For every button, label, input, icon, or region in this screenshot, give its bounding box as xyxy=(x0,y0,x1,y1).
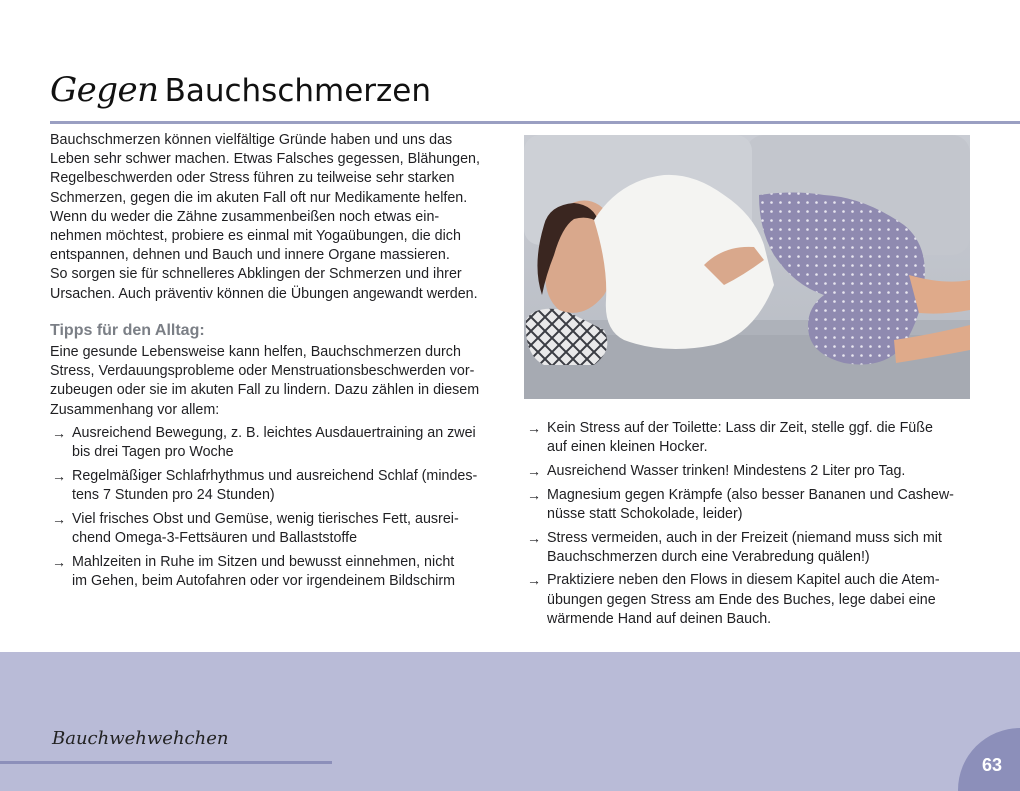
list-item-line: Ausreichend Bewegung, z. B. leichtes Ausdauertraining an zwei xyxy=(72,425,476,441)
intro-paragraph xyxy=(50,131,500,304)
tips-intro-line: zubeugen oder sie im akuten Fall zu lindern. Dazu zählen in diesem xyxy=(50,382,480,399)
intro-line: nehmen möchtest, probiere es einmal mit Yogaübungen, die dich xyxy=(50,228,461,245)
list-item xyxy=(50,424,510,462)
list-item-line: Praktiziere neben den Flows in diesem Kapitel auch die Atem- xyxy=(547,572,940,589)
title-script-word: Gegen xyxy=(50,70,159,110)
arrow-right-icon: → xyxy=(527,572,541,589)
list-item xyxy=(525,419,995,457)
intro-line: Wenn du weder die Zähne zusammenbeißen noch etwas ein- xyxy=(50,208,440,225)
list-item-line: wärmende Hand auf deinen Bauch. xyxy=(547,610,772,627)
list-item xyxy=(50,467,510,505)
list-item-line: Regelmäßiger Schlafrhythmus und ausreichend Schlaf (mindes- xyxy=(72,467,478,484)
tips-intro-line: Eine gesunde Lebensweise kann helfen, Bauchschmerzen durch xyxy=(50,344,461,360)
footer-band xyxy=(0,652,1020,791)
arrow-right-icon: → xyxy=(527,462,541,479)
arrow-right-icon: → xyxy=(52,425,66,441)
list-item-line: Ausreichend Wasser trinken! Mindestens 2 Liter pro Tag. xyxy=(547,462,906,479)
photo-illustration xyxy=(524,135,970,399)
arrow-right-icon: → xyxy=(527,486,541,503)
intro-line: So sorgen sie für schnelleres Abklingen der Schmerzen und ihrer xyxy=(50,266,462,283)
list-item-line: Magnesium gegen Krämpfe (also besser Bananen und Cashew- xyxy=(547,486,954,503)
list-item-line: Mahlzeiten in Ruhe im Sitzen und bewusst einnehmen, nicht xyxy=(72,553,455,570)
title-main-word: Bauchschmerzen xyxy=(164,73,432,109)
intro-line: Schmerzen, gegen die im akuten Fall oft nur Medikamente helfen. xyxy=(50,189,468,206)
intro-line: Ursachen. Auch präventiv können die Übungen angewandt werden. xyxy=(50,285,478,302)
page-number: 63 xyxy=(982,755,1003,775)
arrow-right-icon: → xyxy=(527,529,541,546)
tips-intro-paragraph xyxy=(50,343,500,420)
list-item-line: tens 7 Stunden pro 24 Stunden) xyxy=(72,487,275,504)
tips-list-left xyxy=(50,424,510,596)
list-item xyxy=(525,462,995,481)
list-item-line: bis drei Tagen pro Woche xyxy=(72,444,234,461)
list-item-line: chend Omega-3-Fettsäuren und Ballaststoffe xyxy=(72,530,358,547)
arrow-right-icon: → xyxy=(52,467,66,484)
list-item xyxy=(525,529,995,567)
title-underline xyxy=(50,121,1020,124)
section-label: Bauchwehwehchen xyxy=(52,728,229,749)
list-item xyxy=(525,571,995,629)
tips-intro-line: Zusammenhang vor allem: xyxy=(50,401,220,418)
footer-underline xyxy=(0,761,332,764)
arrow-right-icon: → xyxy=(527,420,541,436)
intro-line: Regelbeschwerden oder Stress führen zu teilweise sehr starken xyxy=(50,170,455,187)
list-item-line: Stress vermeiden, auch in der Freizeit (niemand muss sich mit xyxy=(547,529,942,546)
intro-line: entspannen, dehnen und Bauch und innere Organe massieren. xyxy=(50,247,450,264)
list-item-line: Bauchschmerzen durch eine Verabredung quälen!) xyxy=(547,548,870,565)
list-item-line: im Gehen, beim Autofahren oder vor irgendeinem Bildschirm xyxy=(72,572,456,589)
woman-with-stomachache-photo xyxy=(524,135,970,399)
list-item xyxy=(50,510,510,548)
list-item-line: Kein Stress auf der Toilette: Lass dir Zeit, stelle ggf. die Füße xyxy=(547,420,933,436)
list-item xyxy=(50,553,510,591)
tips-list-right xyxy=(525,419,995,634)
arrow-right-icon: → xyxy=(52,553,66,570)
intro-line: Bauchschmerzen können vielfältige Gründe haben und uns das xyxy=(50,132,453,148)
list-item xyxy=(525,486,995,524)
list-item-line: nüsse statt Schokolade, leider) xyxy=(547,505,743,522)
intro-line: Leben sehr schwer machen. Etwas Falsches gegessen, Blähungen, xyxy=(50,151,480,168)
arrow-right-icon: → xyxy=(52,510,66,527)
list-item-line: auf einen kleinen Hocker. xyxy=(547,439,708,456)
page-title xyxy=(50,70,431,120)
tips-heading: Tipps für den Alltag: xyxy=(50,322,205,339)
tips-intro-line: Stress, Verdauungsprobleme oder Menstruationsbeschwerden vor- xyxy=(50,363,475,380)
list-item-line: Viel frisches Obst und Gemüse, wenig tierisches Fett, ausrei- xyxy=(72,510,459,527)
list-item-line: übungen gegen Stress am Ende des Buches, lege dabei eine xyxy=(547,591,936,608)
